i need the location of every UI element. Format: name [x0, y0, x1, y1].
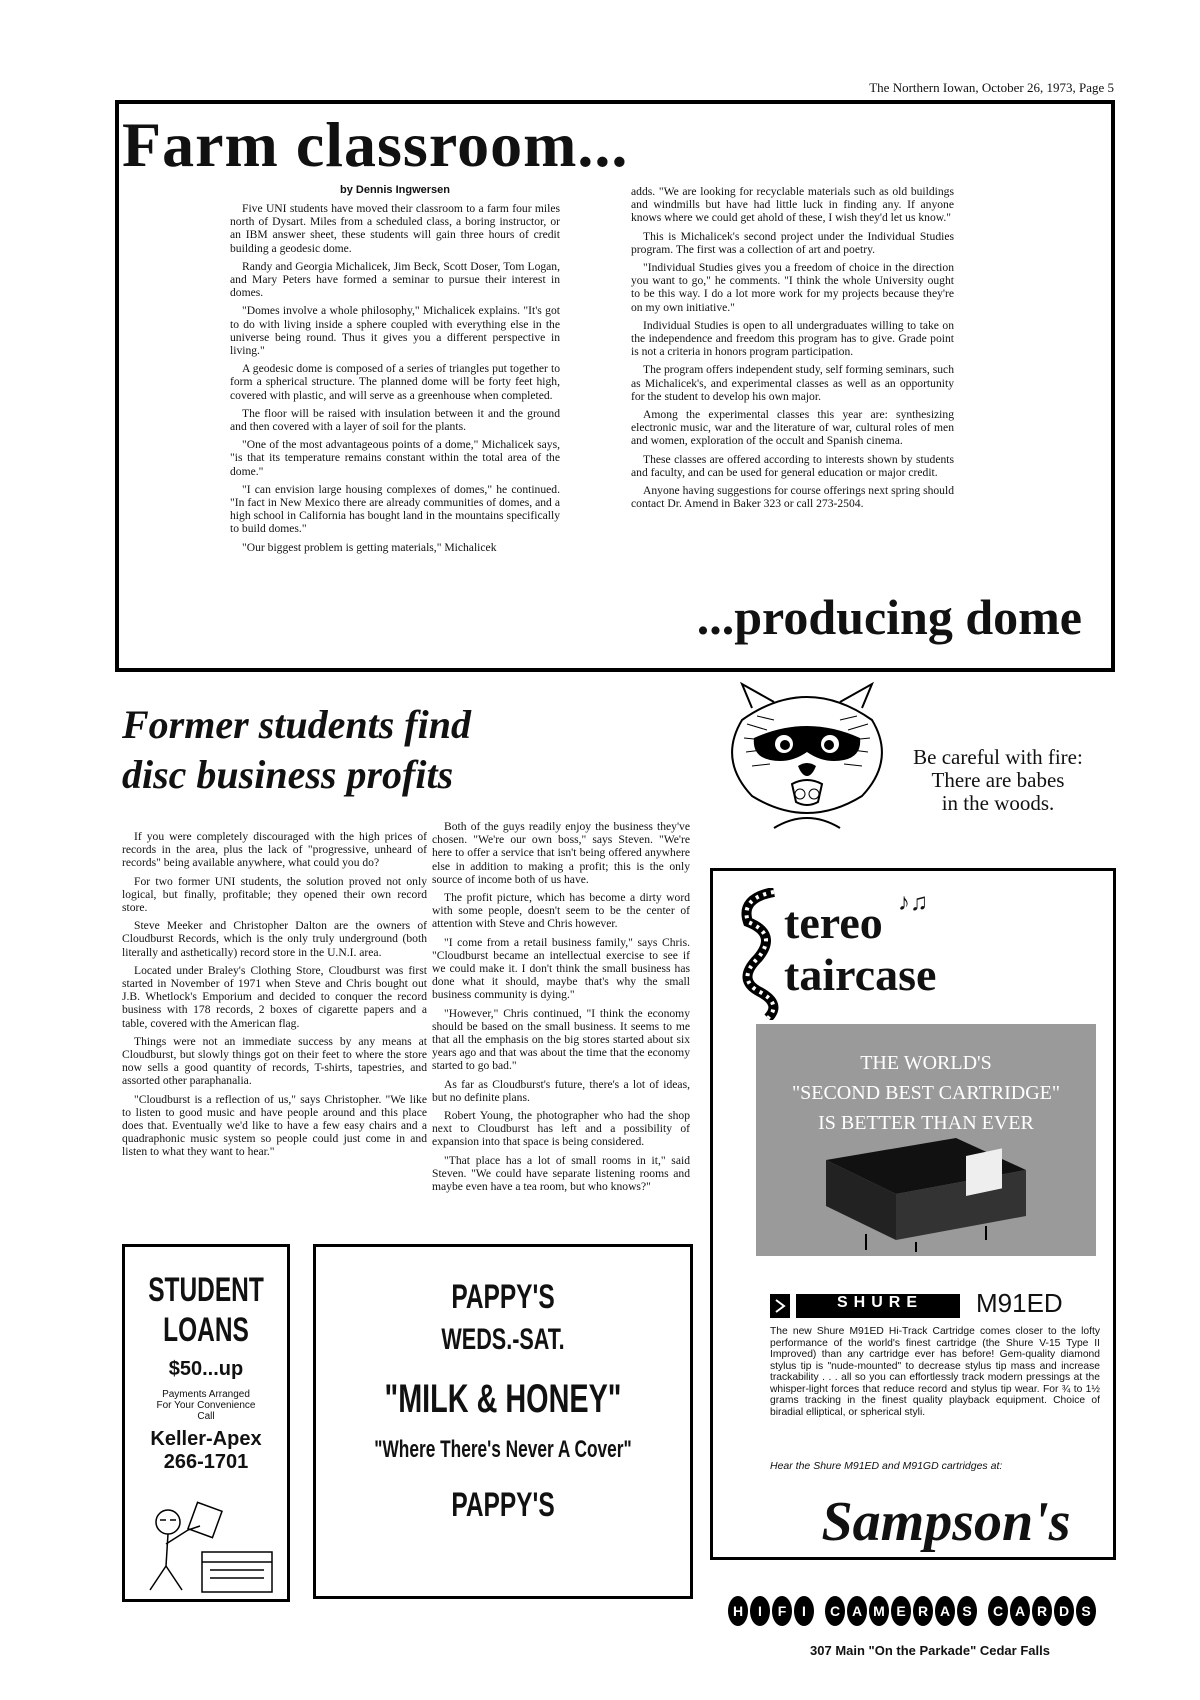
cartridge-image — [806, 1130, 1046, 1254]
paragraph: "Our biggest problem is getting materials," Michalicek — [242, 540, 497, 554]
paragraph: Steve Meeker and Christopher Dalton are the owners of Cloudburst Records, which is the only truly underground (both literally and asthetically) record store in the U.N.I. area. — [122, 919, 427, 959]
headline-line-1: Former students find — [122, 702, 471, 747]
former-column-2 — [432, 820, 690, 1220]
paragraph: The floor will be raised with insulation between it and the ground and then covered with a layer of soil for the plants. — [230, 406, 560, 434]
paragraph: This is Michalicek's second project under the Individual Studies program. The first was a collection of art and poetry. — [631, 229, 954, 256]
farm-column-2 — [631, 185, 954, 571]
pappys-tagline: "Where There's Never A Cover" — [374, 1436, 632, 1463]
letter-circle: R — [913, 1596, 933, 1626]
paragraph: adds. "We are looking for recyclable materials such as old buildings and windmills but have had little luck in finding any. If anyone knows where we could get ahold of these, I wish they'd let us know." — [631, 185, 954, 225]
letter-circle: S — [957, 1596, 977, 1626]
banner-headline — [756, 1048, 1096, 1138]
farm-column-1 — [230, 202, 560, 582]
loans-phone: 266-1701 — [163, 1451, 249, 1473]
shure-model: M91ED — [976, 1288, 1063, 1318]
letter-circle: C — [988, 1596, 1008, 1626]
paragraph: Randy and Georgia Michalicek, Jim Beck, Scott Doser, Tom Logan, and Mary Peters have formed a seminar to pursue their interest in domes. — [230, 259, 560, 300]
banner-line-3: IS BETTER THAN EVER — [818, 1112, 1034, 1134]
pappys-content — [316, 1278, 690, 1525]
paragraph: "I come from a retail business family," says Chris. "Cloudburst became an intellectual exercise to see if we could make it. I don't think the small business has done what it should, maybe that's why the small business community is dying." — [432, 935, 690, 1002]
fire-safety-slogan — [890, 746, 1106, 815]
paragraph: Located under Braley's Clothing Store, Cloudburst was first started in November of 1971 when Steve and Chris bought out J.B. Whetlock's Emporium and decided to conquer the record business with 178 records, 2 boxes of cigarette papers and a table, covered with the American flag. — [122, 963, 427, 1030]
letter-circle: D — [1054, 1596, 1074, 1626]
paragraph: Among the experimental classes this year are: synthesizing electronic music, war and the literature of war, cultural roles of men and women, exploration of the occult and Spanish cinema. — [631, 408, 954, 448]
pappys-days: WEDS.-SAT. — [441, 1323, 565, 1356]
letter-circle: I — [794, 1596, 814, 1626]
paragraph: "Domes involve a whole philosophy," Michalicek explains. "It's got to do with living inside a sphere coupled with everything else in the universe being round. Thus it gives you a different perspective in living." — [230, 304, 560, 358]
paragraph: The program offers independent study, self forming seminars, such as Michalicek's, and experimental classes as well as an opportunity for the student to develop his own major. — [631, 363, 954, 403]
masthead: The Northern Iowan, October 26, 1973, Page 5 — [869, 80, 1114, 95]
paragraph: "That place has a lot of small rooms in it," said Steven. "We could have separate listening rooms and maybe even have a tea room, but who knows?" — [432, 1153, 690, 1194]
former-headline — [122, 700, 592, 800]
letter-circle: C — [825, 1596, 845, 1626]
paragraph: Both of the guys readily enjoy the business they've chosen. "We're our own boss," says Steven. "We're here to offer a service that isn't being offered anywhere else in addition to making a profit; this is the only source of income both of us have. — [432, 820, 690, 886]
paragraph: These classes are offered according to interests shown by students and faculty, and can be used for general education or major credit. — [631, 452, 954, 479]
loans-line-1: STUDENT — [148, 1271, 264, 1309]
department-group-cards — [988, 1596, 1098, 1632]
paragraph: The profit picture, which has become a dirty word with some people, doesn't seem to be the center of attention with Steve and Chris however. — [432, 891, 690, 931]
sampsons-logo: Sampson's — [821, 1491, 1071, 1553]
pappys-bottom: PAPPY'S — [451, 1486, 555, 1524]
letter-circle: I — [750, 1596, 770, 1626]
shure-call-to-action: Hear the Shure M91ED and M91GD cartridges at: — [770, 1460, 1003, 1472]
paragraph: As far as Cloudburst's future, there's a lot of ideas, but no definite plans. — [432, 1077, 690, 1104]
paragraph: "Cloudburst is a reflection of us," says Christopher. "We like to listen to good music and have people around and this place does that. Eventually we'd like to have a few easy chairs and a quadraphonic music system so people could just come in and listen to what they want to hear." — [122, 1092, 427, 1159]
shure-brand: SHURE — [836, 1294, 923, 1311]
letter-circle: E — [891, 1596, 911, 1626]
department-circles — [728, 1596, 1098, 1632]
paragraph: Robert Young, the photographer who had the shop next to Cloudburst has left and a possibility of expansion into that space is being considered. — [432, 1109, 690, 1149]
former-column-1 — [122, 830, 427, 1220]
farm-subheadline: ...producing dome — [696, 589, 1082, 645]
letter-circle: S — [1076, 1596, 1096, 1626]
paragraph: A geodesic dome is composed of a series of triangles put together to form a spherical structure. The planned dome will be forty feet high, covered with plastic, and will serve as a greenhouse when completed. — [230, 362, 560, 402]
farm-headline: Farm classroom... — [122, 109, 629, 180]
borrower-cartoon-illustration — [130, 1500, 284, 1596]
letter-circle: F — [772, 1596, 792, 1626]
slogan-line-2: There are babes — [931, 768, 1065, 792]
paragraph: "One of the most advantageous points of a dome," Michalicek says, "is that its temperature remains constant within the total area of the dome." — [230, 438, 560, 478]
loans-company: Keller-Apex — [150, 1428, 262, 1450]
paragraph: "I can envision large housing complexes of domes," he continued. "In fact in New Mexico there are already communities of domes, and a high school in California has bought land in the mountains specifically to build domes." — [230, 482, 560, 536]
letter-circle: A — [1010, 1596, 1030, 1626]
paragraph: "However," Chris continued, "I think the economy should be based on the small business. It seems to me that all the emphasis on the big stores started about six years ago and that was about the time that the economy started to go bad." — [432, 1006, 690, 1073]
slogan-line-3: in the woods. — [941, 791, 1055, 815]
staircase-word: taircase — [784, 949, 937, 1000]
loans-small-3: Call — [197, 1411, 215, 1422]
farm-byline: by Dennis Ingwersen — [339, 184, 451, 196]
letter-circle: A — [847, 1596, 867, 1626]
pappys-top: PAPPY'S — [451, 1278, 555, 1316]
loans-headline — [125, 1270, 287, 1474]
letter-circle: H — [728, 1596, 748, 1626]
loans-line-2: LOANS — [163, 1311, 249, 1349]
department-group-cameras — [825, 1596, 979, 1632]
paragraph: Things were not an immediate success by any means at Cloudburst, but slowly things got on their feet to where the store now sells a good quantity of records, T-shirts, tapestries, and assorted other paraphanalia. — [122, 1034, 427, 1088]
pappys-band: "MILK & HONEY" — [384, 1377, 622, 1421]
letter-circle: R — [1032, 1596, 1052, 1626]
loans-small-1: Payments Arranged — [162, 1389, 250, 1400]
staircase-icon — [738, 888, 784, 1020]
slogan-line-1: Be careful with fire: — [913, 745, 1083, 769]
music-notes-icon: ♪♫ — [898, 890, 928, 916]
raccoon-illustration — [712, 680, 902, 830]
paragraph: Anyone having suggestions for course offerings next spring should contact Dr. Amend in Baker 323 or call 273-2504. — [631, 484, 954, 511]
paragraph: "Individual Studies gives you a freedom of choice in the direction you want to go," he comments. "I think the whole University ought to be this way. I do a lot more work for my projects because they're on my own initiative." — [631, 261, 954, 314]
headline-line-2: disc business profits — [122, 752, 454, 797]
paragraph: Five UNI students have moved their classroom to a farm four miles north of Dysart. Miles from a scheduled class, a boring instructor, or an IBM answer sheet, these students will gain three hours of credit building a geodesic dome. — [230, 202, 560, 255]
paragraph: If you were completely discouraged with the high prices of records in the area, plus the lack of "progressive, unheard of records" being available anywhere, what could you do? — [122, 830, 427, 870]
loans-small-2: For Your Convenience — [156, 1400, 256, 1411]
banner-line-2: "SECOND BEST CARTRIDGE" — [791, 1082, 1061, 1104]
store-address: 307 Main "On the Parkade" Cedar Falls — [810, 1643, 1050, 1658]
paragraph: Individual Studies is open to all undergraduates willing to take on the independence and freedom this program has to give. Grade point is not a criteria in honors program participation. — [631, 318, 954, 359]
letter-circle: A — [935, 1596, 955, 1626]
loans-amount: $50...up — [168, 1358, 244, 1380]
banner-line-1: THE WORLD'S — [860, 1052, 992, 1074]
paragraph: For two former UNI students, the solution proved not only logical, but finally, profitable; they opened their own record store. — [122, 874, 427, 915]
letter-circle: M — [869, 1596, 889, 1626]
department-group-hifi — [728, 1596, 816, 1632]
shure-description: The new Shure M91ED Hi-Track Cartridge comes closer to the lofty performance of the world's finest cartridge (the Shure V-15 Type II Improved) than any cartridge ever has before! Gem-quality diamond stylus tip is "nude-mounted" to decrease stylus tip mass and increase trackability . . . all so you can effortlessly track modern pressings at the whisper-light forces that reduce record and stylus tip wear. For ¾ to 1½ grams tracking in the finest quality playback equipment. Choice of biradial elliptical, or spherical styli. — [770, 1326, 1100, 1418]
stereo-word: tereo — [784, 897, 883, 948]
